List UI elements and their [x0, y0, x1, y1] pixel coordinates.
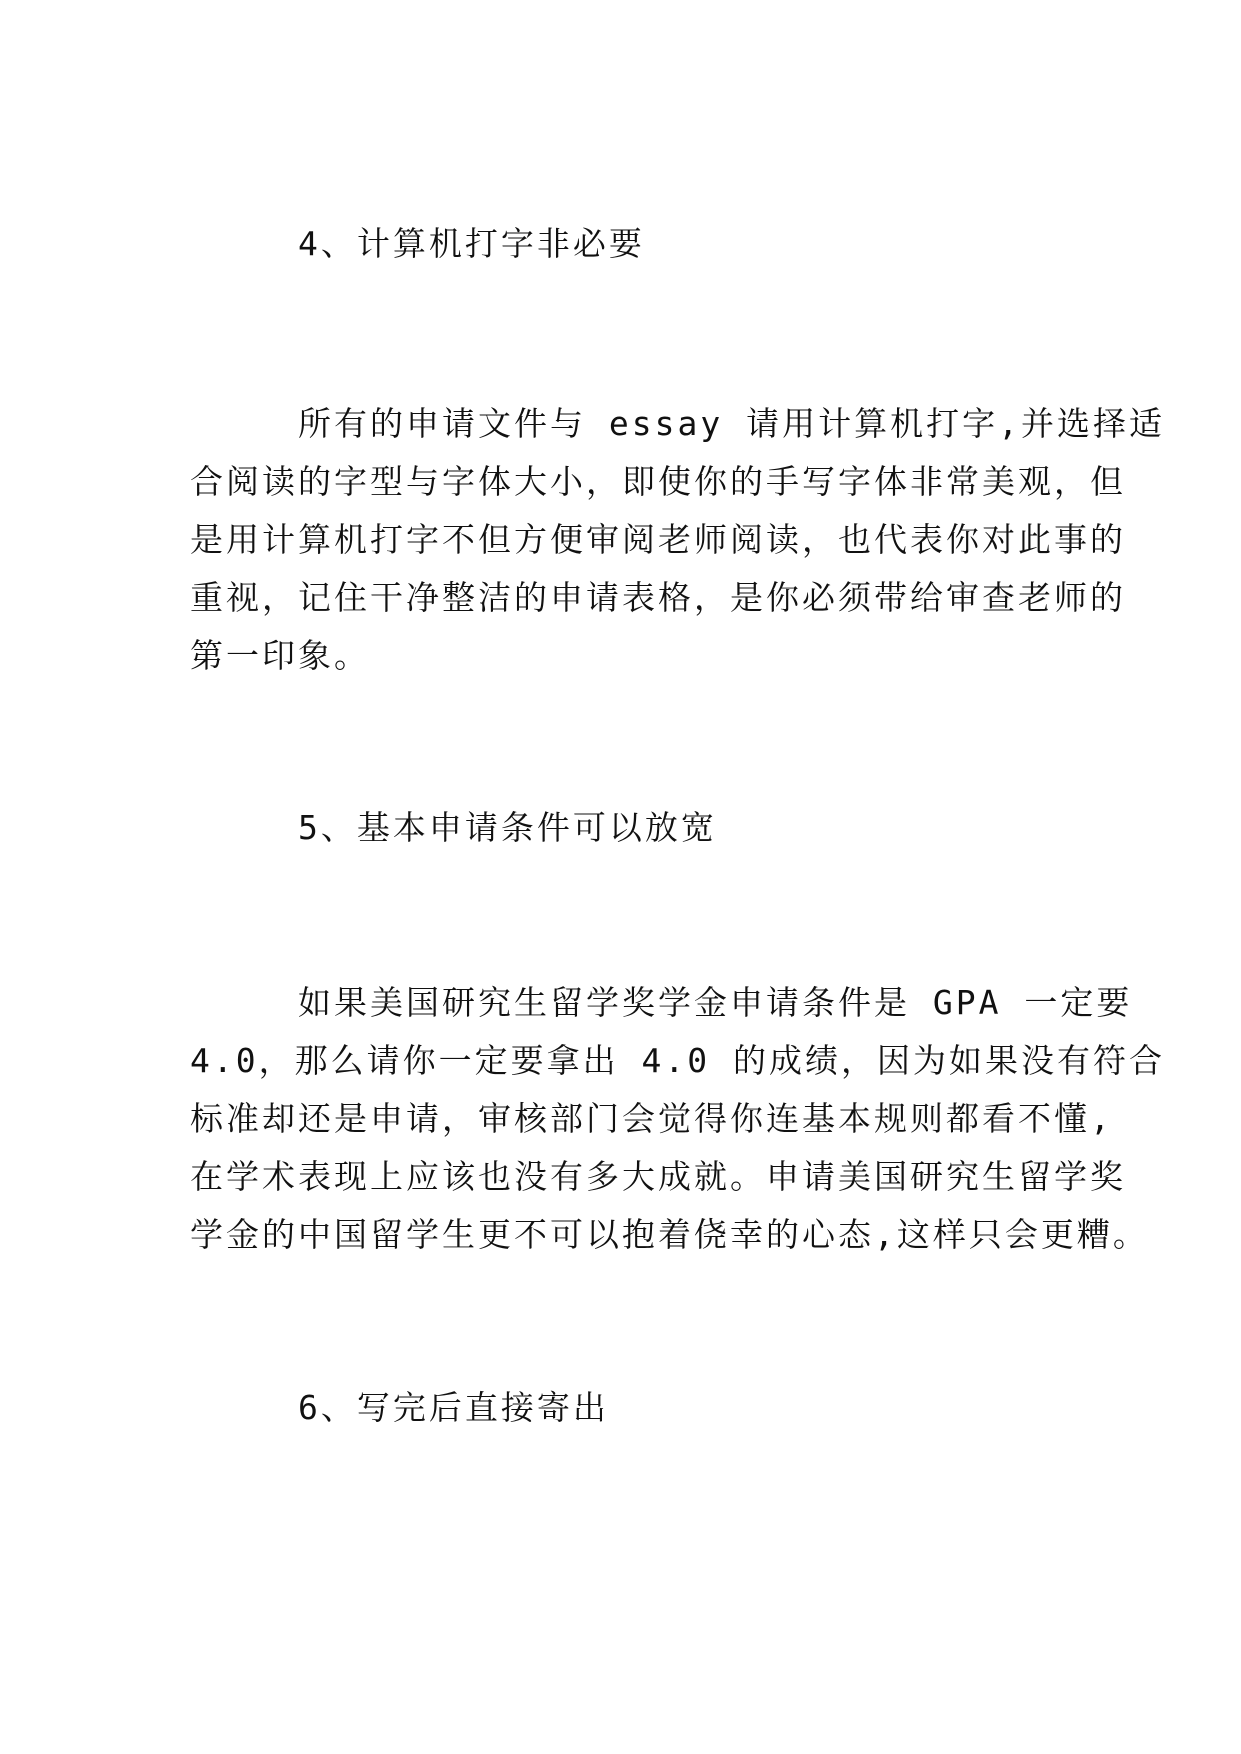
section-paragraph-4	[190, 395, 1165, 685]
paragraph-line: 合阅读的字型与字体大小，即使你的手写字体非常美观，但	[190, 462, 1126, 501]
paragraph-line: 标准却还是申请，审核部门会觉得你连基本规则都看不懂,	[190, 1099, 1113, 1138]
section-heading-6: 6、写完后直接寄出	[298, 1388, 609, 1427]
paragraph-line: 重视，记住干净整洁的申请表格，是你必须带给审查老师的	[190, 578, 1126, 617]
paragraph-line: 第一印象。	[190, 636, 370, 675]
paragraph-line: 所有的申请文件与 essay 请用计算机打字,并选择适	[298, 404, 1165, 443]
paragraph-line: 学金的中国留学生更不可以抱着侥幸的心态,这样只会更糟。	[190, 1215, 1149, 1254]
section-heading-5: 5、基本申请条件可以放宽	[298, 808, 717, 847]
paragraph-line: 如果美国研究生留学奖学金申请条件是 GPA 一定要	[298, 983, 1133, 1022]
section-heading-4: 4、计算机打字非必要	[298, 224, 645, 263]
section-paragraph-5	[190, 974, 1165, 1264]
paragraph-line: 4.0，那么请你一定要拿出 4.0 的成绩，因为如果没有符合	[190, 1041, 1165, 1080]
paragraph-line: 是用计算机打字不但方便审阅老师阅读，也代表你对此事的	[190, 520, 1126, 559]
paragraph-line: 在学术表现上应该也没有多大成就。申请美国研究生留学奖	[190, 1157, 1126, 1196]
